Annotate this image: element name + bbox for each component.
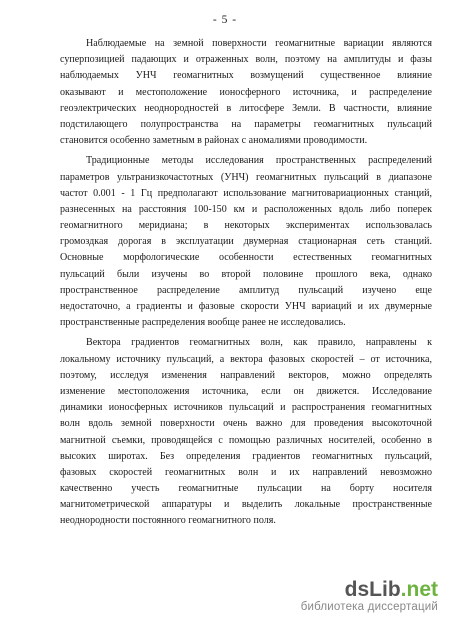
dslib-watermark[interactable] — [301, 579, 438, 613]
page-number: - 5 - — [212, 14, 238, 26]
text-line: разнесенных на расстояния 100-150 км и расположенных вдоль либо поперек — [60, 203, 432, 215]
paragraph-3 — [60, 335, 432, 529]
text-line: параметров ультранизкочастотных (УНЧ) геомагнитных пульсаций в диапазоне — [60, 171, 432, 183]
text-line: пространственное распределение амплитуд пульсаций изучено еще — [60, 284, 432, 296]
text-line: волн вдоль земной поверхности очень важно для проведения высокоточной — [60, 418, 432, 430]
text-line: высоких широтах. Без определения градиентов геомагнитных пульсаций, — [60, 450, 432, 462]
text-line: магнитной съемки, проводящейся с помощью различных носителей, особенно в — [60, 434, 432, 446]
text-line: неоднородности постоянного геомагнитного поля. — [60, 515, 276, 527]
text-line: оказывают и местоположение ионосферного источника, и распределение — [60, 86, 432, 98]
text-line: геоэлектрических неоднородностей в литосфере Земли. В частности, влияние — [60, 102, 432, 114]
text-line: Вектора градиентов геомагнитных волн, как правило, направлены к — [86, 337, 432, 349]
text-line: изменение местоположения источника, если он движется. Исследование — [60, 385, 432, 397]
text-line: Наблюдаемые на земной поверхности геомагнитные вариации являются — [86, 38, 432, 49]
text-line: поэтому, исследуя изменения направлений векторов, можно определять — [60, 369, 432, 381]
text-line: локальному источнику пульсаций, а вектора фазовых скоростей – от источника, — [60, 353, 432, 365]
text-line: частот 0.001 - 1 Гц предполагают использование магнитовариационных станций, — [60, 187, 432, 199]
text-line: наблюдаемых УНЧ геомагнитных возмущений существенное влияние — [60, 70, 432, 82]
logo-suffix-text: .net — [400, 578, 438, 601]
text-line: магнитометрической аппаратуры и выделить локальные пространственные — [60, 499, 432, 511]
text-line: пространственные распределения вообще ранее не исследовались. — [60, 317, 346, 329]
text-line: недостаточно, а градиенты и фазовые скорости УНЧ вариаций и их двумерные — [60, 301, 432, 312]
text-line: качественно учесть геомагнитные пульсации на борту носителя — [60, 483, 432, 495]
logo-main-text: dsLib — [344, 578, 401, 601]
paragraph-2 — [60, 153, 432, 331]
text-line: Традиционные методы исследования пространственных распределений — [86, 155, 432, 167]
watermark-tagline: библиотека диссертаций — [300, 601, 438, 613]
text-line: громоздкая дорогая в эксплуатации двумерная стационарная сеть станций. — [60, 236, 432, 248]
text-line: подстилающего полупространства на параметры геомагнитных пульсаций — [60, 118, 432, 130]
document-body — [60, 36, 432, 530]
text-line: Основные морфологические особенности естественных геомагнитных — [60, 252, 432, 264]
text-line: пульсаций были изучены во второй половине прошлого века, однако — [60, 268, 432, 280]
text-line: геомагнитного меридиана; в некоторых экспериментах использовалась — [60, 220, 432, 232]
text-line: динамики ионосферных источников пульсаций и распространения геомагнитных — [60, 402, 432, 414]
text-line: становится особенно заметным в районах с аномалиями проводимости. — [60, 135, 368, 147]
paragraph-1 — [60, 36, 432, 149]
text-line: суперпозицией падающих и отраженных волн, поэтому на амплитуды и фазы — [60, 54, 432, 66]
dslib-logo — [301, 579, 438, 601]
text-line: фазовых скоростей геомагнитных волн и их направлений невозможно — [60, 466, 432, 478]
